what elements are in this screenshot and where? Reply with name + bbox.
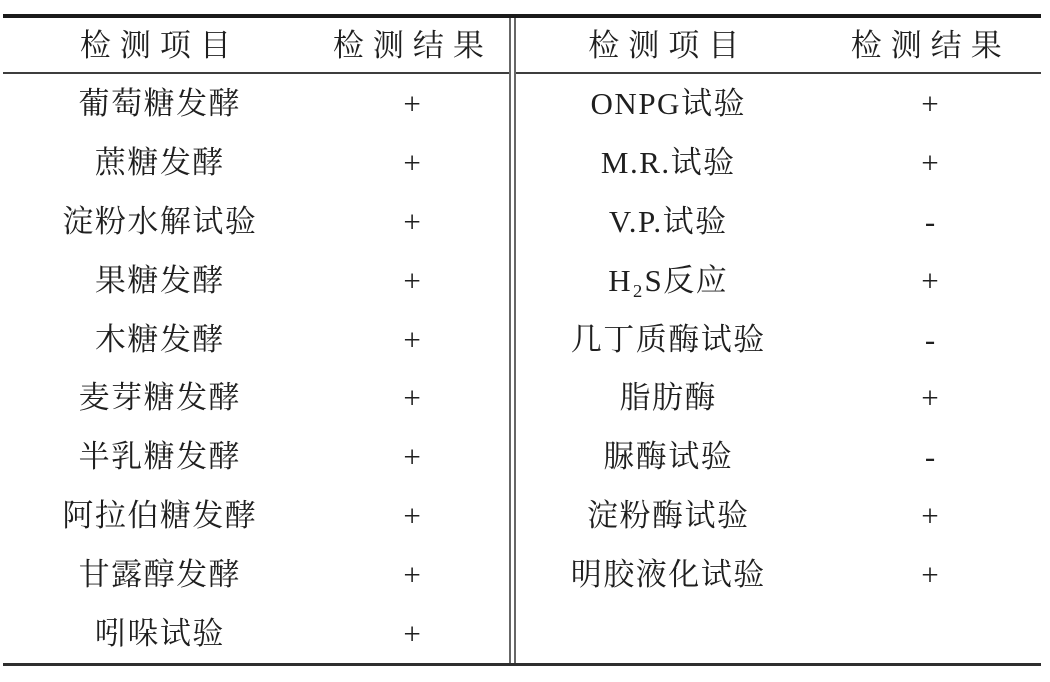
table-row <box>3 310 509 369</box>
table-row <box>3 604 509 663</box>
column-header-test-result: 检测结果 <box>332 27 493 63</box>
table-header-row <box>3 18 509 74</box>
test-result: - <box>924 439 937 475</box>
table-row <box>516 192 1041 251</box>
test-item: 半乳糖发酵 <box>78 439 242 475</box>
table-right-half <box>516 18 1041 663</box>
test-item: 蔗糖发酵 <box>94 144 225 180</box>
test-item: 麦芽糖发酵 <box>78 380 242 416</box>
test-item: 果糖发酵 <box>94 262 225 298</box>
test-item: H₂S反应 <box>608 262 729 298</box>
table-row <box>3 427 509 486</box>
test-result: + <box>403 85 423 121</box>
table-row <box>516 133 1041 192</box>
test-result: + <box>921 557 941 593</box>
test-item: 淀粉酶试验 <box>587 498 750 534</box>
table-row-empty <box>516 604 1041 663</box>
column-header-test-item: 检测项目 <box>79 27 240 63</box>
test-item: 明胶液化试验 <box>570 557 766 593</box>
test-item: M.R.试验 <box>600 144 736 180</box>
table-left-half <box>3 18 509 663</box>
test-item: ONPG试验 <box>590 85 746 121</box>
test-item: 脂肪酶 <box>619 380 717 416</box>
table-row <box>516 310 1041 369</box>
test-result: + <box>403 557 423 593</box>
test-result: + <box>921 498 941 534</box>
test-item: 木糖发酵 <box>94 321 225 357</box>
table-row <box>3 192 509 251</box>
test-item: 阿拉伯糖发酵 <box>62 498 258 534</box>
test-result: + <box>403 616 423 652</box>
test-item: 甘露醇发酵 <box>78 557 242 593</box>
table-row <box>3 251 509 310</box>
test-item: 脲酶试验 <box>603 439 734 475</box>
double-vertical-divider <box>509 18 516 663</box>
test-result: + <box>403 498 423 534</box>
test-result: + <box>403 321 423 357</box>
test-result: + <box>921 85 941 121</box>
table-row <box>3 133 509 192</box>
table-row <box>516 369 1041 428</box>
table-row <box>3 369 509 428</box>
table-row <box>516 251 1041 310</box>
table-header-row <box>516 18 1041 74</box>
table-row <box>3 545 509 604</box>
test-item: 吲哚试验 <box>94 616 225 652</box>
test-result: + <box>403 262 423 298</box>
test-results-table <box>3 14 1041 666</box>
test-result: - <box>924 203 937 239</box>
table-row <box>3 74 509 133</box>
test-item: 淀粉水解试验 <box>62 203 258 239</box>
test-result: + <box>403 439 423 475</box>
test-item: V.P.试验 <box>608 203 728 239</box>
test-item: 几丁质酶试验 <box>570 321 766 357</box>
test-result: - <box>924 321 937 357</box>
table-row <box>516 74 1041 133</box>
test-result: + <box>921 380 941 416</box>
table-row <box>516 427 1041 486</box>
column-header-test-item: 检测项目 <box>588 27 749 63</box>
test-result: + <box>921 144 941 180</box>
test-result: + <box>921 262 941 298</box>
table-row <box>516 486 1041 545</box>
test-result: + <box>403 203 423 239</box>
column-header-test-result: 检测结果 <box>850 27 1011 63</box>
test-item: 葡萄糖发酵 <box>78 85 242 121</box>
table-row <box>3 486 509 545</box>
test-result: + <box>403 144 423 180</box>
test-result: + <box>403 380 423 416</box>
table-row <box>516 545 1041 604</box>
